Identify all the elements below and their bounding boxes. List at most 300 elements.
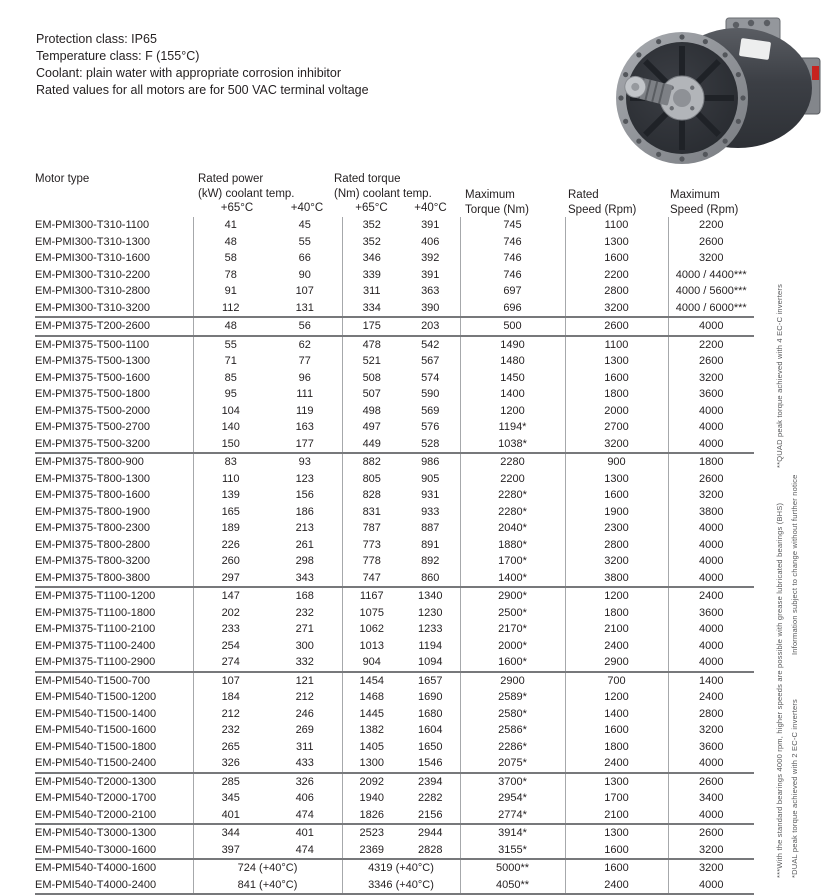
power-65-cell: 165 bbox=[193, 504, 268, 521]
spec-row bbox=[35, 250, 754, 267]
motor-product-photo bbox=[590, 8, 825, 170]
spec-row bbox=[35, 520, 754, 537]
power-40-cell: 111 bbox=[296, 388, 314, 400]
motor-type-cell: EM-PMI375-T1100-2100 bbox=[35, 623, 156, 635]
max-speed-cell: 1400 bbox=[668, 672, 754, 690]
spec-row bbox=[35, 471, 754, 488]
power-65-cell: 401 bbox=[193, 807, 268, 825]
rated-speed-cell: 2400 bbox=[565, 877, 668, 895]
rated-speed-cell: 1900 bbox=[565, 504, 668, 521]
torque-40-cell: 2828 bbox=[418, 843, 443, 856]
red-label bbox=[812, 66, 819, 80]
rated-speed-cell: 1600 bbox=[565, 859, 668, 877]
max-speed-cell: 4000 bbox=[668, 654, 754, 672]
torque-40-cell: 931 bbox=[421, 489, 440, 501]
torque-40-cell: 1650 bbox=[418, 740, 443, 753]
torque-65-cell: 2369 bbox=[342, 842, 401, 860]
max-torque-cell: 5000** bbox=[460, 859, 565, 877]
spec-row bbox=[35, 842, 754, 860]
max-torque-cell: 2200 bbox=[460, 471, 565, 488]
max-torque-cell: 746 bbox=[460, 234, 565, 251]
torque-65-cell: 805 bbox=[342, 471, 401, 488]
power-40-cell: 55 bbox=[298, 235, 311, 248]
torque-65-cell: 1062 bbox=[342, 621, 401, 638]
motor-type-cell: EM-PMI300-T310-1300 bbox=[35, 235, 150, 248]
motor-type-cell: EM-PMI540-T1500-1400 bbox=[35, 707, 157, 720]
rated-speed-cell: 2600 bbox=[565, 317, 668, 336]
spec-row bbox=[35, 267, 754, 284]
power-65-cell: 95 bbox=[193, 386, 268, 403]
torque-65-cell: 1300 bbox=[342, 755, 401, 773]
power-65-cell: 285 bbox=[193, 773, 268, 791]
motor-spec-table bbox=[35, 172, 754, 895]
power-65-cell: 110 bbox=[193, 471, 268, 488]
power-40-cell: 271 bbox=[295, 623, 314, 635]
max-speed-cell: 3200 bbox=[668, 722, 754, 739]
power-40-cell: 56 bbox=[268, 317, 342, 336]
rated-speed-cell: 3800 bbox=[565, 570, 668, 588]
power-40-cell: 77 bbox=[298, 355, 311, 367]
torque-65-cell: 2092 bbox=[342, 773, 401, 791]
power-40-cell: 131 bbox=[295, 301, 314, 314]
torque-40-cell: 1340 bbox=[401, 587, 460, 605]
motor-type-cell: EM-PMI540-T1500-1600 bbox=[35, 724, 157, 736]
motor-type-cell: EM-PMI540-T4000-1600 bbox=[35, 859, 193, 877]
max-torque-cell: 2500* bbox=[460, 605, 565, 622]
max-speed-cell: 3200 bbox=[668, 859, 754, 877]
torque-40-cell: 590 bbox=[421, 388, 440, 400]
max-torque-cell: 2280* bbox=[460, 504, 565, 521]
max-torque-cell: 2170* bbox=[460, 621, 565, 638]
rated-speed-cell: 1300 bbox=[565, 773, 668, 791]
rated-speed-cell: 1100 bbox=[565, 217, 668, 234]
spec-row bbox=[35, 453, 754, 471]
max-speed-cell: 4000 / 5600*** bbox=[668, 283, 754, 300]
header-max-torque: Maximum Torque (Nm) bbox=[465, 189, 529, 216]
table-header bbox=[35, 172, 754, 217]
rated-speed-cell: 700 bbox=[565, 672, 668, 690]
torque-40-cell: 1690 bbox=[418, 691, 443, 703]
header-torque-40: +40°C bbox=[414, 202, 447, 214]
rated-speed-cell: 3200 bbox=[565, 300, 668, 318]
temperature-class-line: Temperature class: F (155°C) bbox=[36, 49, 200, 63]
torque-40-cell: 905 bbox=[421, 472, 440, 485]
rated-speed-cell: 1800 bbox=[565, 605, 668, 622]
max-speed-cell: 4000 bbox=[668, 807, 754, 825]
motor-type-cell: EM-PMI375-T1100-1800 bbox=[35, 606, 156, 619]
header-power-65: +65°C bbox=[220, 202, 254, 214]
torque-40-cell: 569 bbox=[421, 404, 440, 417]
max-speed-cell: 3200 bbox=[668, 487, 754, 504]
spec-row bbox=[35, 706, 754, 723]
torque-40-cell: 887 bbox=[421, 522, 440, 534]
coolant-line: Coolant: plain water with appropriate corrosion inhibitor bbox=[36, 66, 342, 80]
max-torque-cell: 2286* bbox=[460, 739, 565, 756]
spec-row bbox=[35, 336, 754, 354]
spec-row bbox=[35, 877, 754, 895]
rated-speed-cell: 1300 bbox=[565, 824, 668, 842]
power-65-cell: 274 bbox=[193, 654, 268, 672]
power-40-cell: 93 bbox=[268, 453, 342, 471]
torque-merged-cell: 3346 (+40°C) bbox=[342, 877, 460, 895]
max-speed-cell: 4000 bbox=[668, 419, 754, 436]
rated-speed-cell: 3200 bbox=[565, 553, 668, 570]
torque-65-cell: 508 bbox=[342, 370, 401, 387]
motor-type-cell: EM-PMI375-T1100-2400 bbox=[35, 639, 156, 652]
spec-row bbox=[35, 654, 754, 672]
max-speed-cell: 3600 bbox=[668, 605, 754, 622]
power-40-cell: 96 bbox=[298, 371, 311, 384]
torque-65-cell: 2523 bbox=[342, 824, 401, 842]
power-40-cell: 107 bbox=[295, 285, 314, 297]
power-65-cell: 147 bbox=[193, 587, 268, 605]
max-torque-cell: 2900* bbox=[460, 587, 565, 605]
rated-speed-cell: 2800 bbox=[565, 537, 668, 554]
torque-40-cell: 390 bbox=[421, 301, 440, 314]
max-speed-cell: 3200 bbox=[668, 842, 754, 860]
motor-type-cell: EM-PMI375-T800-1600 bbox=[35, 489, 150, 501]
power-40-cell: 232 bbox=[295, 606, 314, 619]
motor-type-cell: EM-PMI375-T800-1900 bbox=[35, 505, 150, 518]
max-torque-cell: 1480 bbox=[460, 353, 565, 370]
rated-speed-cell: 1300 bbox=[565, 353, 668, 370]
rated-speed-cell: 2100 bbox=[565, 807, 668, 825]
motor-type-cell: EM-PMI375-T800-3200 bbox=[35, 555, 150, 567]
power-40-cell: 123 bbox=[295, 472, 314, 485]
power-merged-cell: 841 (+40°C) bbox=[193, 877, 342, 895]
power-40-cell: 121 bbox=[268, 672, 342, 690]
max-torque-cell: 500 bbox=[460, 317, 565, 336]
spec-row bbox=[35, 790, 754, 807]
power-40-cell: 66 bbox=[298, 252, 311, 264]
motor-type-cell: EM-PMI540-T4000-2400 bbox=[35, 877, 193, 895]
torque-65-cell: 449 bbox=[342, 436, 401, 454]
torque-40-cell: 2156 bbox=[418, 808, 443, 821]
motor-type-cell: EM-PMI540-T2000-2100 bbox=[35, 808, 157, 821]
power-40-cell: 213 bbox=[295, 522, 314, 534]
motor-type-cell: EM-PMI375-T500-3200 bbox=[35, 437, 150, 450]
power-65-cell: 41 bbox=[193, 217, 268, 234]
footnote-bearings: ***With the standard bearings 4000 rpm, higher speeds are possible with grease lubricated bearings (BHS) bbox=[775, 502, 784, 878]
motor-type-cell: EM-PMI375-T1100-1200 bbox=[35, 587, 193, 605]
power-40-cell: 177 bbox=[295, 437, 314, 450]
rated-speed-cell: 1200 bbox=[565, 587, 668, 605]
power-65-cell: 140 bbox=[193, 419, 268, 436]
max-torque-cell: 2900 bbox=[460, 672, 565, 690]
torque-40-cell: 860 bbox=[421, 571, 440, 584]
motor-type-cell: EM-PMI540-T1500-1800 bbox=[35, 740, 157, 753]
max-speed-cell: 2200 bbox=[668, 217, 754, 234]
motor-type-cell: EM-PMI375-T500-1600 bbox=[35, 371, 150, 384]
power-65-cell: 83 bbox=[193, 453, 268, 471]
max-torque-cell: 1400* bbox=[460, 570, 565, 588]
torque-65-cell: 1940 bbox=[342, 790, 401, 807]
torque-40-cell: 391 bbox=[421, 219, 440, 231]
max-speed-cell: 2400 bbox=[668, 587, 754, 605]
max-speed-cell: 3600 bbox=[668, 739, 754, 756]
spec-row bbox=[35, 504, 754, 521]
max-torque-cell: 746 bbox=[460, 250, 565, 267]
max-torque-cell: 746 bbox=[460, 267, 565, 284]
spec-summary bbox=[36, 31, 369, 99]
motor-type-cell: EM-PMI300-T310-2800 bbox=[35, 285, 150, 297]
power-40-cell: 474 bbox=[295, 808, 314, 821]
torque-65-cell: 478 bbox=[342, 336, 401, 354]
power-40-cell: 433 bbox=[295, 757, 314, 769]
power-40-cell: 90 bbox=[298, 268, 311, 281]
rated-speed-cell: 1600 bbox=[565, 250, 668, 267]
max-speed-cell: 2600 bbox=[668, 353, 754, 370]
rated-speed-cell: 1600 bbox=[565, 722, 668, 739]
max-speed-cell: 3400 bbox=[668, 790, 754, 807]
torque-40-cell: 933 bbox=[421, 505, 440, 518]
max-torque-cell: 1194* bbox=[460, 419, 565, 436]
torque-40-cell: 567 bbox=[421, 355, 440, 367]
max-torque-cell: 697 bbox=[460, 283, 565, 300]
max-speed-cell: 3200 bbox=[668, 250, 754, 267]
power-65-cell: 345 bbox=[193, 790, 268, 807]
max-speed-cell: 4000 bbox=[668, 436, 754, 454]
power-65-cell: 150 bbox=[193, 436, 268, 454]
torque-40-cell: 406 bbox=[421, 235, 440, 248]
max-speed-cell: 4000 bbox=[668, 638, 754, 655]
max-speed-cell: 4000 bbox=[668, 317, 754, 336]
max-torque-cell: 1490 bbox=[460, 336, 565, 354]
power-65-cell: 112 bbox=[193, 300, 268, 318]
motor-type-cell: EM-PMI375-T1100-2900 bbox=[35, 656, 156, 668]
max-speed-cell: 4000 bbox=[668, 570, 754, 588]
power-65-cell: 48 bbox=[193, 234, 268, 251]
torque-65-cell: 787 bbox=[342, 520, 401, 537]
torque-65-cell: 1454 bbox=[342, 672, 401, 690]
torque-40-cell: 1233 bbox=[418, 623, 443, 635]
max-torque-cell: 1600* bbox=[460, 654, 565, 672]
power-40-cell: 300 bbox=[295, 639, 314, 652]
rated-speed-cell: 2400 bbox=[565, 755, 668, 773]
power-65-cell: 58 bbox=[193, 250, 268, 267]
max-speed-cell: 4000 bbox=[668, 520, 754, 537]
spec-row bbox=[35, 403, 754, 420]
max-speed-cell: 4000 bbox=[668, 877, 754, 895]
max-torque-cell: 3914* bbox=[460, 824, 565, 842]
torque-40-cell: 528 bbox=[421, 437, 440, 450]
motor-type-cell: EM-PMI300-T310-3200 bbox=[35, 301, 150, 314]
torque-65-cell: 1826 bbox=[342, 807, 401, 825]
rated-speed-cell: 2200 bbox=[565, 267, 668, 284]
max-torque-cell: 1880* bbox=[460, 537, 565, 554]
torque-40-cell: 891 bbox=[421, 538, 440, 551]
power-40-cell: 269 bbox=[295, 724, 314, 736]
max-speed-cell: 2600 bbox=[668, 773, 754, 791]
power-65-cell: 397 bbox=[193, 842, 268, 860]
max-speed-cell: 4000 bbox=[668, 403, 754, 420]
power-40-cell: 246 bbox=[295, 707, 314, 720]
footnote-disclaimer: Information subject to change without further notice bbox=[790, 474, 799, 655]
motor-type-cell: EM-PMI540-T1500-700 bbox=[35, 672, 193, 690]
torque-65-cell: 828 bbox=[342, 487, 401, 504]
torque-65-cell: 497 bbox=[342, 419, 401, 436]
power-65-cell: 202 bbox=[193, 605, 268, 622]
header-torque-65: +65°C bbox=[355, 202, 388, 214]
spec-row bbox=[35, 722, 754, 739]
torque-65-cell: 334 bbox=[342, 300, 401, 318]
header-rated-power: Rated power (kW) coolant temp. +65°C +40°C bbox=[193, 172, 342, 217]
rated-speed-cell: 2300 bbox=[565, 520, 668, 537]
torque-40-cell: 1604 bbox=[418, 724, 443, 736]
footnote-dual: *DUAL peak torque achieved with 2 EC-C inverters bbox=[790, 699, 799, 878]
torque-65-cell: 175 bbox=[342, 317, 401, 336]
torque-65-cell: 778 bbox=[342, 553, 401, 570]
power-65-cell: 260 bbox=[193, 553, 268, 570]
power-65-cell: 55 bbox=[193, 336, 268, 354]
torque-40-cell: 1657 bbox=[401, 672, 460, 690]
power-40-cell: 298 bbox=[295, 555, 314, 567]
motor-type-cell: EM-PMI375-T800-900 bbox=[35, 453, 193, 471]
spec-row bbox=[35, 570, 754, 588]
torque-40-cell: 574 bbox=[421, 371, 440, 384]
footnote-quad: **QUAD peak torque achieved with 4 EC-C inverters bbox=[775, 283, 784, 468]
motor-type-cell: EM-PMI540-T3000-1600 bbox=[35, 843, 157, 856]
max-torque-cell: 696 bbox=[460, 300, 565, 318]
max-torque-cell: 1038* bbox=[460, 436, 565, 454]
rated-values-line: Rated values for all motors are for 500 VAC terminal voltage bbox=[36, 83, 369, 97]
power-40-cell: 62 bbox=[268, 336, 342, 354]
power-40-cell: 212 bbox=[295, 691, 314, 703]
rated-speed-cell: 2400 bbox=[565, 638, 668, 655]
motor-type-cell: EM-PMI375-T200-2600 bbox=[35, 317, 193, 336]
torque-40-cell: 363 bbox=[421, 285, 440, 297]
max-speed-cell: 2600 bbox=[668, 471, 754, 488]
spec-row bbox=[35, 638, 754, 655]
max-speed-cell: 3200 bbox=[668, 370, 754, 387]
motor-type-cell: EM-PMI375-T500-1800 bbox=[35, 388, 150, 400]
max-speed-cell: 2600 bbox=[668, 824, 754, 842]
max-torque-cell: 1400 bbox=[460, 386, 565, 403]
power-65-cell: 71 bbox=[193, 353, 268, 370]
power-40-cell: 332 bbox=[295, 656, 314, 668]
torque-65-cell: 339 bbox=[342, 267, 401, 284]
rated-speed-cell: 1600 bbox=[565, 842, 668, 860]
power-65-cell: 265 bbox=[193, 739, 268, 756]
power-40-cell: 156 bbox=[295, 489, 314, 501]
max-speed-cell: 4000 bbox=[668, 621, 754, 638]
spec-row bbox=[35, 436, 754, 454]
rated-speed-cell: 1200 bbox=[565, 689, 668, 706]
spec-row bbox=[35, 739, 754, 756]
torque-40-cell: 2282 bbox=[418, 792, 443, 804]
power-65-cell: 344 bbox=[193, 824, 268, 842]
spec-row bbox=[35, 689, 754, 706]
spec-row bbox=[35, 859, 754, 877]
rated-speed-cell: 2000 bbox=[565, 403, 668, 420]
max-speed-cell: 4000 / 6000*** bbox=[668, 300, 754, 318]
motor-type-cell: EM-PMI375-T500-1300 bbox=[35, 355, 150, 367]
torque-65-cell: 1382 bbox=[342, 722, 401, 739]
rated-speed-cell: 1800 bbox=[565, 739, 668, 756]
rated-speed-cell: 1100 bbox=[565, 336, 668, 354]
max-speed-cell: 4000 / 4400*** bbox=[668, 267, 754, 284]
torque-65-cell: 311 bbox=[342, 283, 401, 300]
motor-type-cell: EM-PMI540-T1500-2400 bbox=[35, 757, 157, 769]
spec-row bbox=[35, 621, 754, 638]
max-speed-cell: 3600 bbox=[668, 386, 754, 403]
torque-40-cell: 392 bbox=[421, 252, 440, 264]
torque-40-cell: 1094 bbox=[418, 656, 443, 668]
max-torque-cell: 2040* bbox=[460, 520, 565, 537]
torque-40-cell: 1194 bbox=[418, 639, 443, 652]
spec-row bbox=[35, 283, 754, 300]
spec-row bbox=[35, 773, 754, 791]
torque-65-cell: 747 bbox=[342, 570, 401, 588]
torque-65-cell: 1013 bbox=[342, 638, 401, 655]
torque-65-cell: 1405 bbox=[342, 739, 401, 756]
power-merged-cell: 724 (+40°C) bbox=[193, 859, 342, 877]
spec-row bbox=[35, 370, 754, 387]
torque-65-cell: 1468 bbox=[342, 689, 401, 706]
motor-type-cell: EM-PMI540-T2000-1300 bbox=[35, 773, 193, 791]
max-torque-cell: 2774* bbox=[460, 807, 565, 825]
torque-65-cell: 346 bbox=[342, 250, 401, 267]
spec-row bbox=[35, 587, 754, 605]
motor-type-cell: EM-PMI300-T310-1600 bbox=[35, 252, 150, 264]
power-65-cell: 232 bbox=[193, 722, 268, 739]
power-65-cell: 48 bbox=[193, 317, 268, 336]
torque-65-cell: 352 bbox=[342, 234, 401, 251]
torque-40-cell: 576 bbox=[421, 421, 440, 433]
power-40-cell: 119 bbox=[295, 404, 314, 417]
power-40-cell: 401 bbox=[268, 824, 342, 842]
header-max-speed: Maximum Speed (Rpm) bbox=[670, 189, 739, 216]
rated-speed-cell: 2900 bbox=[565, 654, 668, 672]
header-rated-torque: Rated torque (Nm) coolant temp. +65°C +40°C bbox=[342, 172, 460, 217]
spec-row bbox=[35, 300, 754, 318]
power-65-cell: 139 bbox=[193, 487, 268, 504]
torque-65-cell: 831 bbox=[342, 504, 401, 521]
rated-speed-cell: 1400 bbox=[565, 706, 668, 723]
max-torque-cell: 4050** bbox=[460, 877, 565, 895]
power-40-cell: 186 bbox=[295, 505, 314, 518]
max-speed-cell: 1800 bbox=[668, 453, 754, 471]
motor-type-cell: EM-PMI375-T500-2700 bbox=[35, 421, 150, 433]
motor-type-cell: EM-PMI540-T1500-1200 bbox=[35, 691, 157, 703]
spec-row bbox=[35, 234, 754, 251]
max-torque-cell: 745 bbox=[460, 217, 565, 234]
max-speed-cell: 2800 bbox=[668, 706, 754, 723]
power-40-cell: 326 bbox=[268, 773, 342, 791]
torque-40-cell: 892 bbox=[421, 555, 440, 567]
motor-type-cell: EM-PMI300-T310-2200 bbox=[35, 268, 150, 281]
motor-type-cell: EM-PMI375-T800-2300 bbox=[35, 522, 150, 534]
max-speed-cell: 4000 bbox=[668, 537, 754, 554]
max-speed-cell: 4000 bbox=[668, 553, 754, 570]
torque-40-cell: 1546 bbox=[418, 757, 443, 769]
torque-40-cell: 1230 bbox=[418, 606, 443, 619]
power-65-cell: 91 bbox=[193, 283, 268, 300]
torque-65-cell: 352 bbox=[342, 217, 401, 234]
power-65-cell: 212 bbox=[193, 706, 268, 723]
torque-40-cell: 542 bbox=[401, 336, 460, 354]
spec-row bbox=[35, 807, 754, 825]
rated-speed-cell: 2100 bbox=[565, 621, 668, 638]
max-torque-cell: 2586* bbox=[460, 722, 565, 739]
spec-row bbox=[35, 537, 754, 554]
max-torque-cell: 2075* bbox=[460, 755, 565, 773]
spec-row bbox=[35, 317, 754, 336]
spec-row bbox=[35, 553, 754, 570]
protection-class-line: Protection class: IP65 bbox=[36, 32, 157, 46]
max-torque-cell: 1450 bbox=[460, 370, 565, 387]
torque-65-cell: 507 bbox=[342, 386, 401, 403]
